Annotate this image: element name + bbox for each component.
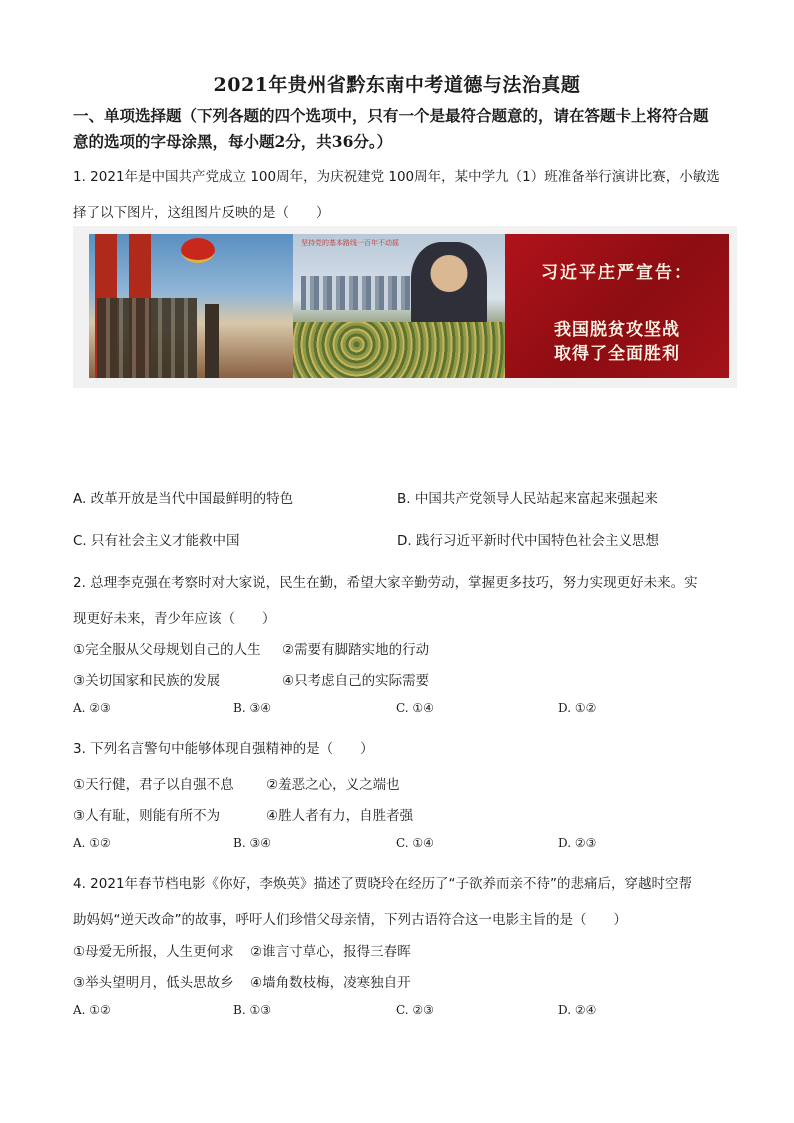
q1-option-b[interactable]: B. 中国共产党领导人民站起来富起来强起来 [397, 491, 658, 507]
q1-image-strip [73, 226, 737, 388]
q2-stem-line2: 现更好未来，青少年应该（ ） [73, 611, 276, 627]
q3-item-2: ②羞恶之心，义之端也 [266, 777, 400, 793]
q2-item-4: ④只考虑自己的实际需要 [282, 673, 430, 689]
panel3-line2: 我国脱贫攻坚战 [554, 320, 680, 340]
q4-option-a[interactable]: A. ①② [73, 1003, 111, 1017]
section-heading: 一、单项选择题（下列各题的四个选项中，只有一个是最符合题意的，请在答题卡上将符合题意的选项的字母涂黑，每小题2分，共36分。） [73, 106, 709, 151]
q2-item-2: ②需要有脚踏实地的行动 [282, 642, 430, 658]
crowd-shape [97, 298, 197, 378]
q2-option-d[interactable]: D. ①② [558, 701, 597, 715]
reform-opening-image [293, 234, 505, 378]
q3-item-4: ④胜人者有力，自胜者强 [266, 808, 414, 824]
portrait-shape [411, 242, 487, 332]
q3-stem: 3. 下列名言警句中能够体现自强精神的是（ ） [73, 741, 374, 757]
q4-option-d[interactable]: D. ②④ [558, 1003, 597, 1017]
q4-item-2: ②谁言寸草心，报得三春晖 [250, 944, 411, 960]
q1-option-a[interactable]: A. 改革开放是当代中国最鲜明的特色 [73, 491, 294, 507]
lantern-shape [181, 238, 215, 263]
q4-option-c[interactable]: C. ②③ [396, 1003, 434, 1017]
flower-field-shape [293, 322, 505, 378]
q4-item-4: ④墙角数枝梅，凌寒独自开 [250, 975, 411, 991]
panel3-line1: 习近平庄严宣告： [541, 263, 693, 283]
q3-item-1: ①天行健，君子以自强不息 [73, 777, 234, 793]
panel3-text [505, 318, 729, 366]
q4-item-1: ①母爱无所报，人生更何求 [73, 944, 234, 960]
q1-option-c[interactable]: C. 只有社会主义才能救中国 [73, 533, 240, 549]
q1-option-d[interactable]: D. 践行习近平新时代中国特色社会主义思想 [397, 533, 659, 549]
city-skyline-shape [301, 276, 411, 310]
founding-ceremony-image [89, 234, 293, 378]
q1-stem-line2: 择了以下图片，这组图片反映的是（ ） [73, 205, 330, 221]
q3-option-b[interactable]: B. ③④ [233, 836, 271, 850]
q2-option-a[interactable]: A. ②③ [73, 701, 111, 715]
q1-stem-line1: 1. 2021年是中国共产党成立 100周年，为庆祝建党 100周年，某中学九（1）班准备举行演讲比赛，小敏选 [73, 169, 720, 185]
q3-option-d[interactable]: D. ②③ [558, 836, 597, 850]
q4-item-3: ③举头望明月，低头思故乡 [73, 975, 234, 991]
panel2-caption: 坚持党的基本路线一百年不动摇 [301, 239, 399, 247]
speaker-figure [205, 304, 219, 378]
poverty-victory-image [505, 234, 729, 378]
q2-stem-line1: 2. 总理李克强在考察时对大家说，民生在勤，希望大家辛勤劳动，掌握更多技巧，努力实现更好未来。实 [73, 575, 698, 591]
q3-item-3: ③人有耻，则能有所不为 [73, 808, 221, 824]
panel3-line3: 取得了全面胜利 [554, 344, 680, 364]
q3-option-c[interactable]: C. ①④ [396, 836, 434, 850]
q2-option-c[interactable]: C. ①④ [396, 701, 434, 715]
q4-stem-line1: 4. 2021年春节档电影《你好，李焕英》描述了贾晓玲在经历了“子欲养而亲不待”的悲痛后，穿越时空帮 [73, 876, 693, 892]
q2-option-b[interactable]: B. ③④ [233, 701, 271, 715]
page-title: 2021年贵州省黔东南中考道德与法治真题 [213, 74, 581, 96]
q2-item-3: ③关切国家和民族的发展 [73, 673, 221, 689]
q4-option-b[interactable]: B. ①③ [233, 1003, 271, 1017]
q3-option-a[interactable]: A. ①② [73, 836, 111, 850]
q4-stem-line2: 助妈妈“逆天改命”的故事，呼吁人们珍惜父母亲情，下列古语符合这一电影主旨的是（ ） [73, 912, 627, 928]
q2-item-1: ①完全服从父母规划自己的人生 [73, 642, 261, 658]
